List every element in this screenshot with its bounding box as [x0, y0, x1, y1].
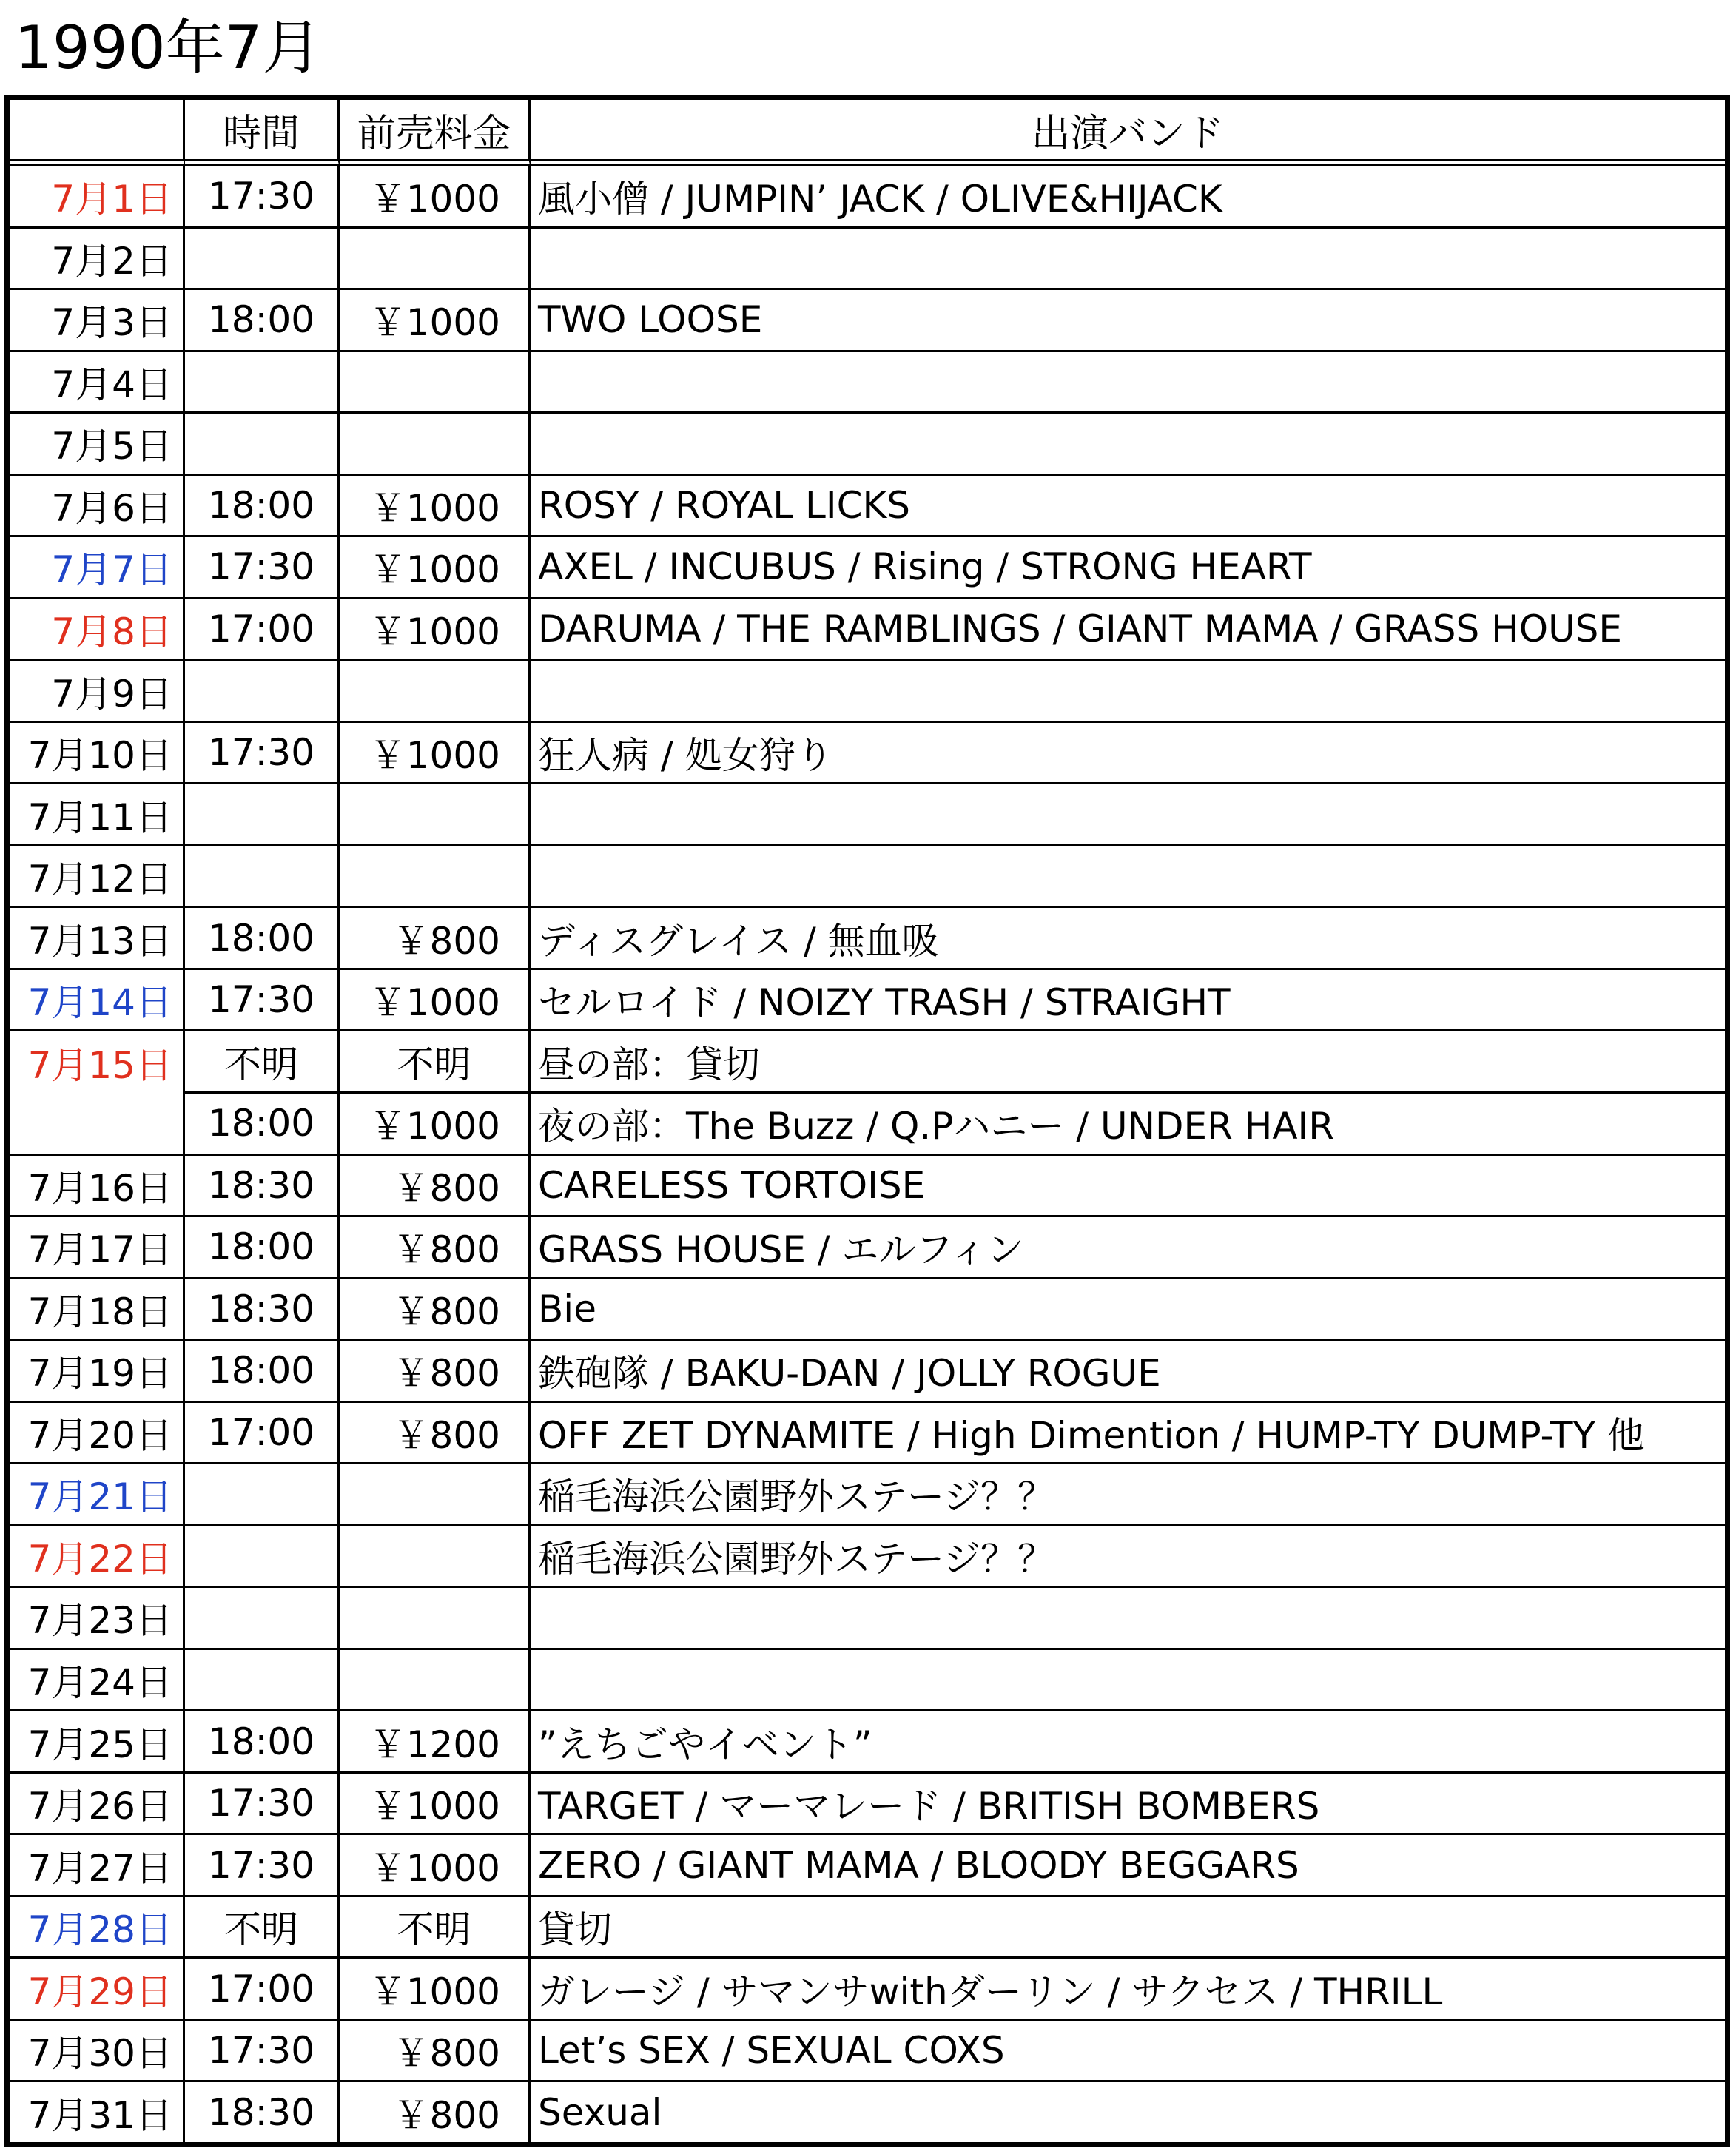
bands-cell	[531, 1650, 1725, 1712]
time-cell: 18:00	[185, 908, 340, 970]
bands-cell: ROSY / ROYAL LICKS	[531, 476, 1725, 538]
price-cell: ￥1000	[340, 476, 531, 538]
time-cell: 18:30	[185, 1156, 340, 1218]
bands-cell: ガレージ / サマンサwithダーリン / サクセス / THRILL	[531, 1959, 1725, 2021]
time-cell: 17:00	[185, 1403, 340, 1465]
bands-cell: 夜の部：The Buzz / Q.Pハニー / UNDER HAIR	[531, 1094, 1725, 1156]
date-cell: 7月16日	[10, 1156, 185, 1218]
price-cell	[340, 661, 531, 723]
time-cell: 17:00	[185, 1959, 340, 2021]
table-row	[10, 229, 1725, 291]
bands-cell: TARGET / マーマレード / BRITISH BOMBERS	[531, 1774, 1725, 1836]
bands-cell: 稲毛海浜公園野外ステージ？？	[531, 1464, 1725, 1526]
price-cell	[340, 1464, 531, 1526]
time-cell: 18:00	[185, 476, 340, 538]
price-cell: ￥800	[340, 1341, 531, 1403]
time-cell: 17:30	[185, 970, 340, 1032]
time-cell	[185, 846, 340, 909]
date-cell: 7月9日	[10, 661, 185, 723]
price-cell: ￥1000	[340, 537, 531, 599]
date-cell: 7月26日	[10, 1774, 185, 1836]
price-cell	[340, 414, 531, 476]
price-cell: ￥800	[340, 908, 531, 970]
price-cell	[340, 352, 531, 414]
table-row	[10, 1897, 1725, 1959]
time-cell	[185, 1526, 340, 1589]
table-row	[10, 1588, 1725, 1650]
price-cell	[340, 1588, 531, 1650]
table-row	[10, 1464, 1725, 1526]
time-cell: 17:30	[185, 1774, 340, 1836]
time-cell: 18:00	[185, 290, 340, 352]
bands-cell	[531, 1588, 1725, 1650]
table-row	[10, 784, 1725, 846]
date-cell: 7月4日	[10, 352, 185, 414]
table-row	[10, 537, 1725, 599]
time-cell	[185, 414, 340, 476]
date-cell: 7月10日	[10, 723, 185, 785]
bands-cell: セルロイド / NOIZY TRASH / STRAIGHT	[531, 970, 1725, 1032]
table-row	[10, 723, 1725, 785]
price-cell: ￥1000	[340, 599, 531, 662]
bands-cell	[531, 661, 1725, 723]
time-cell: 不明	[185, 1897, 340, 1959]
date-cell: 7月23日	[10, 1588, 185, 1650]
bands-cell: GRASS HOUSE / エルフィン	[531, 1217, 1725, 1279]
price-cell: 不明	[340, 1031, 531, 1094]
price-cell: ￥1000	[340, 290, 531, 352]
bands-cell: ZERO / GIANT MAMA / BLOODY BEGGARS	[531, 1835, 1725, 1897]
date-cell: 7月3日	[10, 290, 185, 352]
bands-cell: Let’s SEX / SEXUAL COXS	[531, 2021, 1725, 2083]
date-cell: 7月31日	[10, 2082, 185, 2142]
time-cell	[185, 1464, 340, 1526]
table-row	[10, 1217, 1725, 1279]
price-cell: ￥800	[340, 1279, 531, 1342]
time-cell: 17:00	[185, 599, 340, 662]
bands-cell: 狂人病 / 処女狩り	[531, 723, 1725, 785]
time-cell	[185, 1650, 340, 1712]
bands-cell: 風小僧 / JUMPIN’ JACK / OLIVE&HIJACK	[531, 166, 1725, 229]
price-cell: ￥1000	[340, 1835, 531, 1897]
time-cell: 18:00	[185, 1217, 340, 1279]
table-row	[10, 1403, 1725, 1465]
time-cell: 17:30	[185, 537, 340, 599]
bands-cell: ディスグレイス / 無血吸	[531, 908, 1725, 970]
price-cell: ￥800	[340, 1156, 531, 1218]
date-cell: 7月12日	[10, 846, 185, 909]
table-row	[10, 1526, 1725, 1589]
time-cell	[185, 229, 340, 291]
table-row	[10, 1711, 1725, 1774]
bands-cell	[531, 414, 1725, 476]
bands-cell	[531, 784, 1725, 846]
time-cell: 18:00	[185, 1341, 340, 1403]
date-cell: 7月17日	[10, 1217, 185, 1279]
time-cell: 17:30	[185, 1835, 340, 1897]
time-cell: 不明	[185, 1031, 340, 1094]
table-row	[10, 290, 1725, 352]
date-cell: 7月11日	[10, 784, 185, 846]
table-row	[10, 2021, 1725, 2083]
table-row	[10, 846, 1725, 909]
table-row	[10, 1835, 1725, 1897]
price-cell	[340, 784, 531, 846]
price-cell	[340, 1526, 531, 1589]
table-header-row	[10, 100, 1725, 166]
time-cell	[185, 661, 340, 723]
price-cell: ￥1200	[340, 1711, 531, 1774]
bands-cell	[531, 352, 1725, 414]
time-cell: 17:30	[185, 723, 340, 785]
date-cell: 7月24日	[10, 1650, 185, 1712]
bands-cell: CARELESS TORTOISE	[531, 1156, 1725, 1218]
date-cell: 7月20日	[10, 1403, 185, 1465]
bands-cell	[531, 846, 1725, 909]
date-cell: 7月1日	[10, 166, 185, 229]
bands-cell: Bie	[531, 1279, 1725, 1342]
table-row	[10, 599, 1725, 662]
table-row	[10, 970, 1725, 1032]
price-cell: ￥1000	[340, 723, 531, 785]
time-cell: 18:00	[185, 1094, 340, 1156]
price-cell: ￥800	[340, 2082, 531, 2142]
table-row	[10, 1650, 1725, 1712]
table-row	[10, 2082, 1725, 2142]
date-cell: 7月28日	[10, 1897, 185, 1959]
schedule-rows	[10, 166, 1725, 2142]
price-cell	[340, 1650, 531, 1712]
date-cell: 7月18日	[10, 1279, 185, 1342]
date-cell: 7月29日	[10, 1959, 185, 2021]
table-row	[10, 352, 1725, 414]
date-cell: 7月7日	[10, 537, 185, 599]
bands-cell: 鉄砲隊 / BAKU-DAN / JOLLY ROGUE	[531, 1341, 1725, 1403]
time-cell: 18:30	[185, 2082, 340, 2142]
header-bands: 出演バンド	[531, 100, 1725, 166]
bands-cell: TWO LOOSE	[531, 290, 1725, 352]
price-cell: ￥800	[340, 2021, 531, 2083]
price-cell: 不明	[340, 1897, 531, 1959]
page-title: 1990年7月	[15, 13, 322, 82]
price-cell	[340, 846, 531, 909]
time-cell	[185, 784, 340, 846]
time-cell: 18:00	[185, 1711, 340, 1774]
price-cell	[340, 229, 531, 291]
price-cell: ￥1000	[340, 1094, 531, 1156]
bands-cell: ”えちごやイベント”	[531, 1711, 1725, 1774]
date-cell: 7月22日	[10, 1526, 185, 1589]
date-cell: 7月21日	[10, 1464, 185, 1526]
schedule-table	[4, 95, 1730, 2147]
date-cell: 7月19日	[10, 1341, 185, 1403]
time-cell: 17:30	[185, 2021, 340, 2083]
price-cell: ￥1000	[340, 1959, 531, 2021]
table-row	[10, 414, 1725, 476]
date-cell: 7月25日	[10, 1711, 185, 1774]
date-cell: 7月6日	[10, 476, 185, 538]
table-row	[10, 1094, 1725, 1156]
price-cell: ￥800	[340, 1217, 531, 1279]
date-cell: 7月27日	[10, 1835, 185, 1897]
table-row	[10, 1959, 1725, 2021]
header-price: 前売料金	[340, 100, 531, 166]
bands-cell: DARUMA / THE RAMBLINGS / GIANT MAMA / GRASS HOUSE	[531, 599, 1725, 662]
time-cell	[185, 352, 340, 414]
bands-cell: OFF ZET DYNAMITE / High Dimention / HUMP-TY DUMP-TY 他	[531, 1403, 1725, 1465]
date-cell: 7月8日	[10, 599, 185, 662]
table-row	[10, 1279, 1725, 1342]
table-row	[10, 1774, 1725, 1836]
date-cell: 7月2日	[10, 229, 185, 291]
price-cell: ￥800	[340, 1403, 531, 1465]
table-row	[10, 661, 1725, 723]
bands-cell: Sexual	[538, 2090, 662, 2134]
date-cell	[10, 1094, 185, 1156]
time-cell: 18:30	[185, 1279, 340, 1342]
price-cell: ￥1000	[340, 1774, 531, 1836]
bands-cell: 稲毛海浜公園野外ステージ？？	[531, 1526, 1725, 1589]
price-cell: ￥1000	[340, 970, 531, 1032]
table-row	[10, 1341, 1725, 1403]
date-cell: 7月5日	[10, 414, 185, 476]
time-cell	[185, 1588, 340, 1650]
table-row	[10, 166, 1725, 229]
date-cell: 7月14日	[10, 970, 185, 1032]
table-row	[10, 1156, 1725, 1218]
date-cell: 7月13日	[10, 908, 185, 970]
bands-cell	[531, 229, 1725, 291]
bands-cell: 貸切	[531, 1897, 1725, 1959]
date-cell: 7月30日	[10, 2021, 185, 2083]
header-date	[10, 100, 185, 166]
bands-cell: AXEL / INCUBUS / Rising / STRONG HEART	[531, 537, 1725, 599]
time-cell: 17:30	[185, 166, 340, 229]
date-cell: 7月15日	[10, 1031, 185, 1094]
table-row	[10, 476, 1725, 538]
bands-cell: 昼の部：貸切	[531, 1031, 1725, 1094]
header-time: 時間	[185, 100, 340, 166]
table-row	[10, 908, 1725, 970]
price-cell: ￥1000	[340, 166, 531, 229]
table-row	[10, 1031, 1725, 1094]
